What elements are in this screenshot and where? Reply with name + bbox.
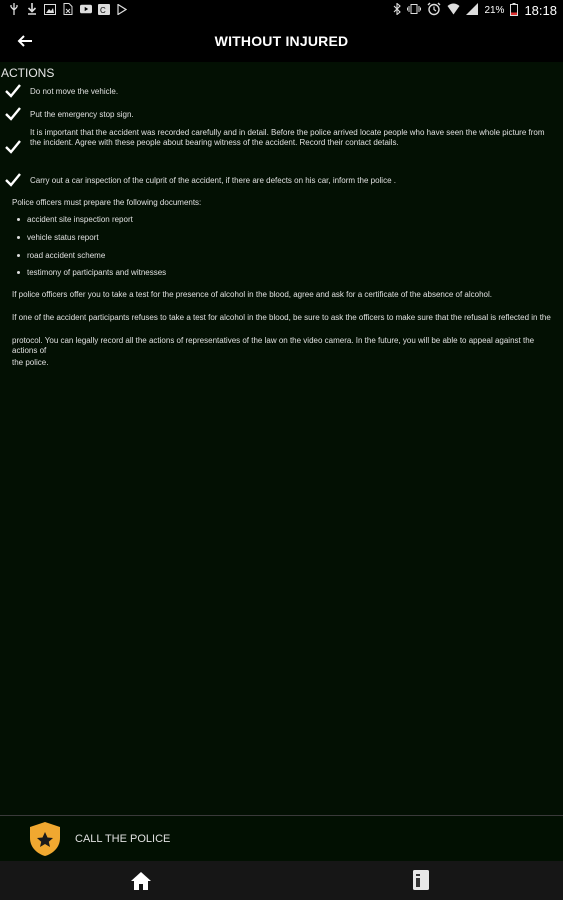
signal-icon <box>466 3 478 18</box>
document-item <box>17 233 99 242</box>
section-title: ACTIONS <box>1 66 55 80</box>
refusal-paragraph: If one of the accident participants refuses to take a test for alcohol in the blood, be sure to ask the officers to make sure that the refusal is reflected in the <box>12 313 551 322</box>
action-item <box>4 82 555 100</box>
record-paragraph-end: the police. <box>12 358 49 367</box>
action-text: Put the emergency stop sign. <box>30 110 134 119</box>
action-item <box>4 105 555 123</box>
documents-intro: Police officers must prepare the following documents: <box>12 198 202 207</box>
book-icon[interactable] <box>412 869 430 891</box>
action-text: It is important that the accident was recorded carefully and in detail. Before the police arrived locate people who have seen the whole picture from the incident. Agree with these people about bearing witness of the accident. Record their contact details. <box>30 128 545 147</box>
action-text: Do not move the vehicle. <box>30 87 119 96</box>
app-bar <box>0 20 563 62</box>
call-police-label: CALL THE POLICE <box>75 833 171 845</box>
checkmark-icon <box>4 171 22 189</box>
checkmark-icon <box>4 138 22 156</box>
record-paragraph: protocol. You can legally record all the actions of representatives of the law on the video camera. In the future, you will be able to appeal against the actions of <box>12 336 535 355</box>
bullet <box>17 218 20 221</box>
action-item <box>4 171 555 189</box>
alcohol-paragraph: If police officers offer you to take a test for the presence of alcohol in the blood, agree and ask for a certificate of the absence of alcohol. <box>12 290 492 299</box>
document-label: road accident scheme <box>27 251 106 260</box>
camera-icon <box>98 3 110 15</box>
alarm-icon <box>427 2 441 19</box>
usb-icon <box>8 3 20 15</box>
status-bar <box>0 0 563 20</box>
bullet <box>17 236 20 239</box>
document-item <box>17 251 105 260</box>
home-icon[interactable] <box>130 870 152 892</box>
document-label: vehicle status report <box>27 233 99 242</box>
arrow-left-icon <box>17 33 33 49</box>
notification-icons <box>8 3 128 15</box>
play-store-icon <box>116 3 128 15</box>
page-title: WITHOUT INJURED <box>214 33 349 49</box>
youtube-icon <box>80 3 92 15</box>
bluetooth-icon <box>393 3 401 18</box>
wifi-icon <box>447 3 460 18</box>
bullet <box>17 254 20 257</box>
download-icon <box>26 3 38 15</box>
battery-percent: 21% <box>484 5 505 16</box>
clock: 18:18 <box>524 3 557 18</box>
checkmark-icon <box>4 82 22 100</box>
back-button[interactable] <box>14 30 36 52</box>
document-item <box>17 215 133 224</box>
checkmark-icon <box>4 105 22 123</box>
action-item <box>4 128 555 156</box>
svg-text:C: C <box>100 5 106 15</box>
file-icon <box>62 3 74 15</box>
image-icon <box>44 3 56 15</box>
system-icons <box>393 2 557 19</box>
call-police-button[interactable] <box>0 815 563 862</box>
police-badge-icon <box>28 821 62 857</box>
document-item <box>17 268 166 277</box>
action-text: Carry out a car inspection of the culprit of the accident, if there are defects on his car, inform the police . <box>30 176 396 185</box>
bullet <box>17 271 20 274</box>
document-label: accident site inspection report <box>27 215 133 224</box>
battery-icon <box>510 3 518 19</box>
document-label: testimony of participants and witnesses <box>27 268 167 277</box>
bottom-nav <box>0 861 563 900</box>
vibrate-icon <box>407 4 421 17</box>
